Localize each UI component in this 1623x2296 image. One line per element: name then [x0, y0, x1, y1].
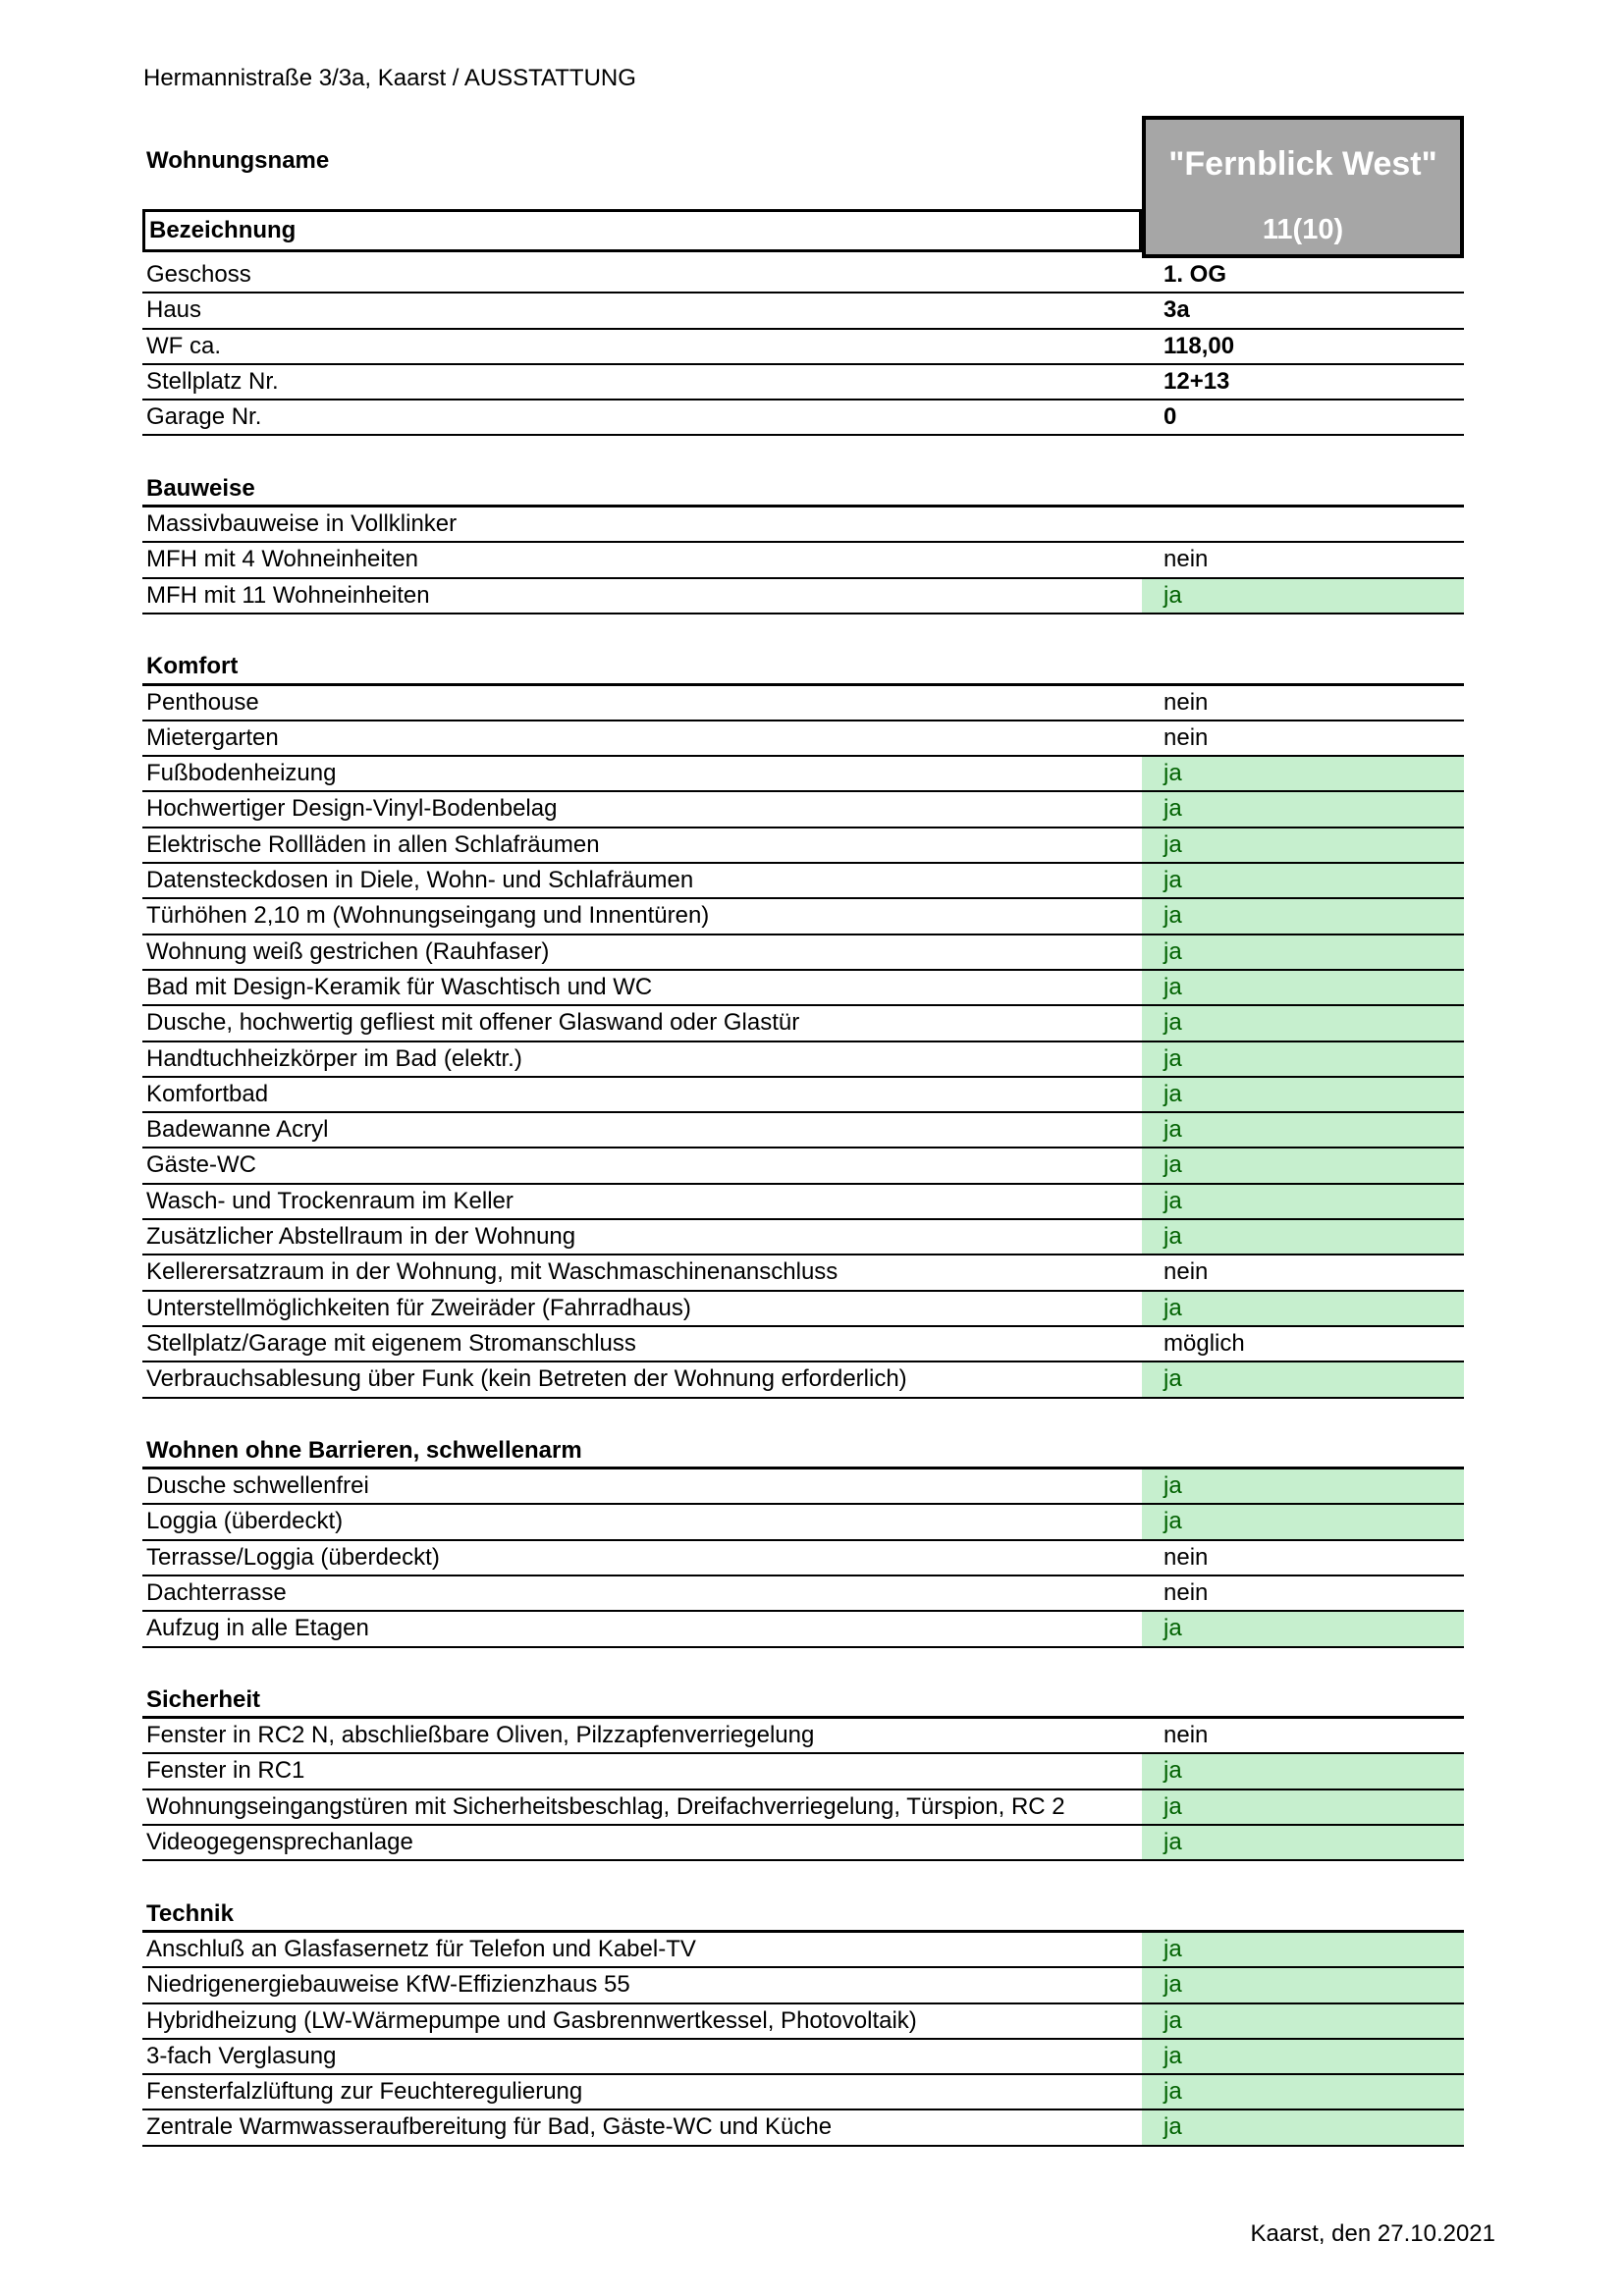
table-row	[142, 1255, 1464, 1291]
table-row	[142, 507, 1464, 543]
row-value: nein	[1163, 546, 1209, 573]
row-label: Penthouse	[146, 688, 259, 716]
row-label: Wohnungseingangstüren mit Sicherheitsbeschlag, Dreifachverriegelung, Türspion, RC 2	[146, 1792, 1065, 1820]
table-row	[142, 686, 1464, 721]
table-row	[142, 899, 1464, 934]
table-row	[142, 1933, 1464, 1968]
table-row	[142, 258, 1464, 294]
basic-info-table	[142, 258, 1464, 436]
table-row	[142, 365, 1464, 400]
section-title: Bauweise	[142, 472, 1464, 507]
table-row	[142, 1719, 1464, 1754]
section-spacer	[142, 436, 1464, 471]
row-value: nein	[1163, 1543, 1209, 1571]
table-row	[142, 721, 1464, 757]
table-row	[142, 1790, 1464, 1826]
sheet-header	[142, 116, 1464, 258]
equipment-sheet	[142, 116, 1464, 2147]
row-label: Zentrale Warmwasseraufbereitung für Bad, Gäste-WC und Küche	[146, 2113, 833, 2141]
table-row	[142, 1327, 1464, 1362]
row-value: ja	[1142, 864, 1464, 897]
feature-sections	[142, 436, 1464, 2146]
table-row	[142, 400, 1464, 436]
row-value: ja	[1142, 2004, 1464, 2038]
row-label: Kellerersatzraum in der Wohnung, mit Waschmaschinenanschluss	[146, 1258, 839, 1286]
row-value: ja	[1142, 1042, 1464, 1076]
row-label: Stellplatz Nr.	[146, 367, 279, 395]
row-label: Wasch- und Trockenraum im Keller	[146, 1187, 514, 1214]
row-label: Anschluß an Glasfasernetz für Telefon und Kabel-TV	[146, 1935, 696, 1962]
row-label: Garage Nr.	[146, 403, 262, 431]
row-value: nein	[1163, 1258, 1209, 1286]
table-row	[142, 1113, 1464, 1148]
row-label: Aufzug in alle Etagen	[146, 1615, 369, 1642]
row-value: nein	[1163, 723, 1209, 751]
table-row	[142, 1292, 1464, 1327]
section-title: Sicherheit	[142, 1683, 1464, 1719]
row-label: Fußbodenheizung	[146, 760, 337, 787]
row-value: möglich	[1163, 1329, 1245, 1357]
row-label: Fenster in RC1	[146, 1757, 305, 1785]
row-value: nein	[1163, 1722, 1209, 1749]
row-value: ja	[1142, 579, 1464, 613]
table-row	[142, 757, 1464, 792]
row-label: Datensteckdosen in Diele, Wohn- und Schlafräumen	[146, 867, 694, 894]
row-label: Niedrigenergiebauweise KfW-Effizienzhaus 55	[146, 1971, 630, 1999]
table-row	[142, 1469, 1464, 1505]
row-label: Bad mit Design-Keramik für Waschtisch und WC	[146, 973, 653, 1000]
row-value: ja	[1142, 1185, 1464, 1218]
row-value: 1. OG	[1163, 261, 1227, 288]
designation-label: Bezeichnung	[142, 209, 1142, 252]
section-title: Technik	[142, 1897, 1464, 1933]
table-row	[142, 2040, 1464, 2075]
row-label: Unterstellmöglichkeiten für Zweiräder (Fahrradhaus)	[146, 1294, 691, 1321]
row-label: 3-fach Verglasung	[146, 2042, 337, 2069]
row-value: ja	[1142, 1968, 1464, 2002]
row-label: Badewanne Acryl	[146, 1116, 329, 1144]
table-row	[142, 330, 1464, 365]
row-value: 3a	[1163, 296, 1190, 324]
row-label: Hybridheizung (LW-Wärmepumpe und Gasbrennwertkessel, Photovoltaik)	[146, 2006, 917, 2034]
table-row	[142, 579, 1464, 614]
row-label: Geschoss	[146, 261, 251, 288]
row-value: ja	[1142, 1006, 1464, 1040]
table-row	[142, 2004, 1464, 2040]
row-label: Zusätzlicher Abstellraum in der Wohnung	[146, 1223, 576, 1251]
row-value: ja	[1142, 899, 1464, 933]
apartment-id: 11(10)	[1262, 214, 1344, 245]
section-title: Komfort	[142, 650, 1464, 685]
table-row	[142, 1612, 1464, 1647]
row-value: ja	[1142, 1078, 1464, 1111]
table-row	[142, 1006, 1464, 1041]
row-value: ja	[1142, 1790, 1464, 1824]
row-value: 12+13	[1163, 367, 1230, 395]
table-row	[142, 1042, 1464, 1078]
row-value: ja	[1142, 1469, 1464, 1503]
row-value: ja	[1142, 2075, 1464, 2109]
table-row	[142, 1078, 1464, 1113]
document-title: Hermannistraße 3/3a, Kaarst / AUSSTATTUNG	[143, 65, 636, 91]
row-value: ja	[1142, 1113, 1464, 1147]
section-spacer	[142, 1648, 1464, 1683]
row-label: Gäste-WC	[146, 1151, 257, 1179]
footer-date: Kaarst, den 27.10.2021	[1250, 2220, 1495, 2247]
row-value: ja	[1142, 1612, 1464, 1645]
row-value: ja	[1142, 1220, 1464, 1254]
table-row	[142, 1185, 1464, 1220]
row-label: Handtuchheizkörper im Bad (elektr.)	[146, 1044, 522, 1072]
row-value: 0	[1163, 403, 1177, 431]
row-value: ja	[1142, 2110, 1464, 2144]
table-row	[142, 971, 1464, 1006]
table-row	[142, 1754, 1464, 1789]
table-row	[142, 792, 1464, 828]
row-value: ja	[1142, 1362, 1464, 1396]
table-row	[142, 543, 1464, 578]
row-value: ja	[1142, 935, 1464, 969]
section-spacer	[142, 614, 1464, 650]
row-value	[1142, 507, 1464, 541]
row-label: Fenster in RC2 N, abschließbare Oliven, Pilzzapfenverriegelung	[146, 1722, 815, 1749]
table-row	[142, 2110, 1464, 2146]
row-label: Verbrauchsablesung über Funk (kein Betreten der Wohnung erforderlich)	[146, 1365, 907, 1393]
row-value: nein	[1163, 688, 1209, 716]
row-value: ja	[1142, 1148, 1464, 1182]
apartment-name-box	[1142, 116, 1464, 258]
table-row	[142, 1826, 1464, 1861]
row-label: Haus	[146, 296, 202, 324]
table-row	[142, 1362, 1464, 1398]
row-value: ja	[1142, 1754, 1464, 1788]
row-label: WF ca.	[146, 332, 221, 359]
row-label: Komfortbad	[146, 1080, 269, 1107]
row-label: Terrasse/Loggia (überdeckt)	[146, 1543, 440, 1571]
table-row	[142, 864, 1464, 899]
row-value: ja	[1142, 1505, 1464, 1538]
table-row	[142, 828, 1464, 864]
table-row	[142, 935, 1464, 971]
apartment-name-label: Wohnungsname	[146, 147, 330, 174]
table-row	[142, 294, 1464, 329]
row-value: ja	[1142, 792, 1464, 826]
row-label: Dachterrasse	[146, 1578, 287, 1606]
row-value: ja	[1142, 2040, 1464, 2073]
table-row	[142, 2075, 1464, 2110]
table-row	[142, 1505, 1464, 1540]
row-label: Wohnung weiß gestrichen (Rauhfaser)	[146, 937, 550, 965]
row-label: MFH mit 4 Wohneinheiten	[146, 546, 419, 573]
row-value: ja	[1142, 1933, 1464, 1966]
row-label: MFH mit 11 Wohneinheiten	[146, 581, 430, 609]
row-value: ja	[1142, 1826, 1464, 1859]
row-value: ja	[1142, 757, 1464, 790]
table-row	[142, 1968, 1464, 2003]
row-label: Fensterfalzlüftung zur Feuchteregulierung	[146, 2078, 583, 2106]
row-label: Dusche schwellenfrei	[146, 1472, 369, 1500]
row-label: Hochwertiger Design-Vinyl-Bodenbelag	[146, 795, 558, 823]
table-row	[142, 1576, 1464, 1612]
row-value: 118,00	[1163, 332, 1235, 359]
row-value: ja	[1142, 971, 1464, 1004]
row-label: Mietergarten	[146, 723, 279, 751]
table-row	[142, 1220, 1464, 1255]
row-value: nein	[1163, 1578, 1209, 1606]
row-label: Loggia (überdeckt)	[146, 1508, 344, 1535]
table-row	[142, 1541, 1464, 1576]
row-label: Stellplatz/Garage mit eigenem Stromanschluss	[146, 1329, 636, 1357]
section-spacer	[142, 1399, 1464, 1434]
row-label: Dusche, hochwertig gefliest mit offener Glaswand oder Glastür	[146, 1009, 800, 1037]
row-label: Massivbauweise in Vollklinker	[146, 510, 458, 538]
section-spacer	[142, 1861, 1464, 1896]
row-value: ja	[1142, 828, 1464, 862]
table-row	[142, 1148, 1464, 1184]
row-label: Elektrische Rollläden in allen Schlafräumen	[146, 830, 600, 858]
row-label: Videogegensprechanlage	[146, 1829, 413, 1856]
section-title: Wohnen ohne Barrieren, schwellenarm	[142, 1434, 1464, 1469]
apartment-name: "Fernblick West"	[1168, 145, 1437, 183]
row-value: ja	[1142, 1292, 1464, 1325]
row-label: Türhöhen 2,10 m (Wohnungseingang und Innentüren)	[146, 902, 710, 930]
